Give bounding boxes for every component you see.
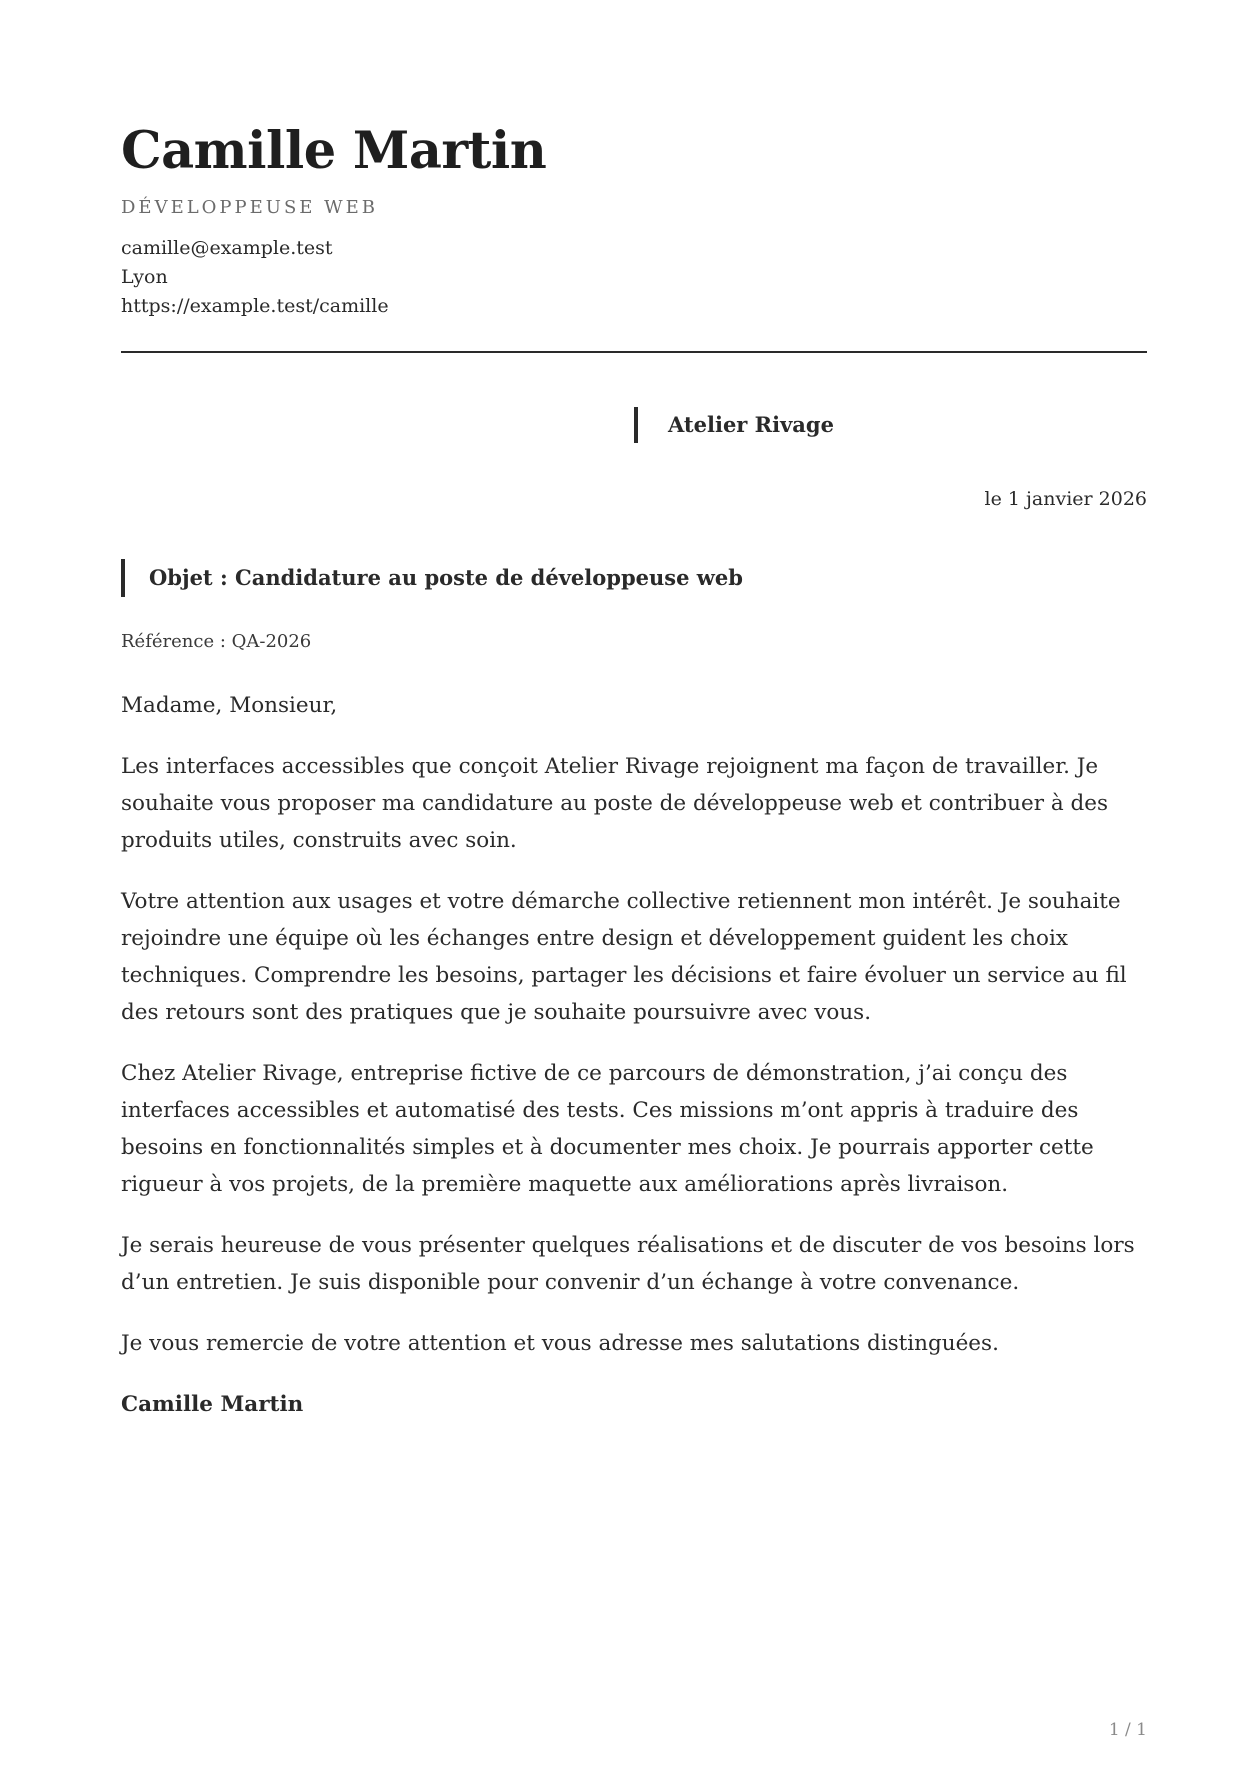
header-divider: [121, 351, 1147, 353]
body-paragraph: Chez Atelier Rivage, entreprise fictive de ce parcours de démonstration, j’ai conçu des interfaces accessibles et automatisé des tests. Ces missions m’ont appris à traduire des besoins en fonctionnalités simples et à documenter mes choix. Je pourrais apporter cette rigueur à vos projets, de la première maquette aux améliorations après livraison.: [121, 1061, 1094, 1197]
page-number: 1 / 1: [1108, 1720, 1147, 1740]
sender-job-title: DÉVELOPPEUSE WEB: [121, 197, 379, 218]
salutation: Madame, Monsieur,: [121, 693, 338, 718]
body-paragraph: Je serais heureuse de vous présenter quelques réalisations et de discuter de vos besoins lors d’un entretien. Je suis disponible pour convenir d’un échange à votre convenance.: [121, 1233, 1135, 1295]
body-paragraph: Votre attention aux usages et votre démarche collective retiennent mon intérêt. Je souhaite rejoindre une équipe où les échanges entre design et développement guident les choix techniques. Comprendre les besoins, partager les décisions et faire évoluer un service au fil des retours sont des pratiques que je souhaite poursuivre avec vous.: [121, 889, 1127, 1025]
sender-city: Lyon: [121, 266, 168, 288]
sender-name: Camille Martin: [121, 121, 547, 181]
letter-body: [121, 687, 1151, 1447]
body-paragraph: Les interfaces accessibles que conçoit Atelier Rivage rejoignent ma façon de travailler. Je souhaite vous proposer ma candidature au poste de développeuse web et contribuer à des produits utiles, construits avec soin.: [121, 754, 1109, 853]
letter-reference: Référence : QA-2026: [121, 631, 312, 652]
sender-website: https://example.test/camille: [121, 295, 389, 317]
recipient-company: Atelier Rivage: [634, 407, 834, 443]
closing-paragraph: Je vous remercie de votre attention et vous adresse mes salutations distinguées.: [121, 1331, 999, 1356]
signature: Camille Martin: [121, 1392, 304, 1417]
sender-email: camille@example.test: [121, 237, 333, 259]
letter-date: le 1 janvier 2026: [984, 488, 1147, 510]
sender-contact-block: [121, 234, 389, 321]
letter-subject: Objet : Candidature au poste de développeuse web: [121, 559, 743, 597]
